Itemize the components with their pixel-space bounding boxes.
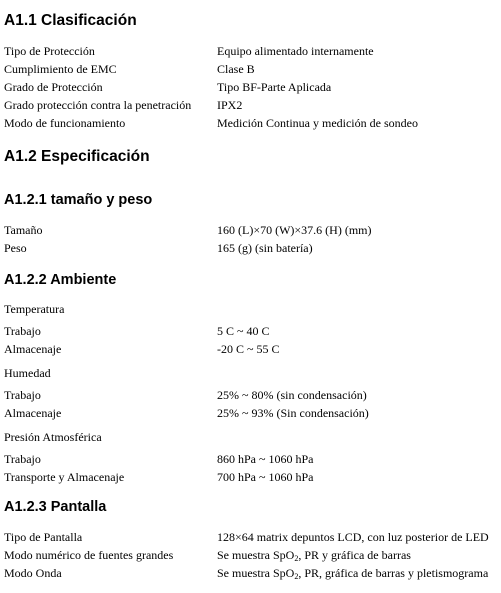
section-heading-a1-2-1: A1.2.1 tamaño y peso — [4, 192, 153, 208]
subheading-temperature: Temperatura — [4, 302, 65, 316]
spec-row-humidity-storage — [4, 404, 499, 422]
section-heading-a1-2-3: A1.2.3 Pantalla — [4, 499, 107, 515]
spec-row-operating-mode — [4, 114, 499, 132]
spec-value: Clase B — [217, 62, 255, 76]
spec-label: Peso — [4, 241, 27, 255]
spec-value — [217, 564, 488, 582]
spec-value: Tipo BF-Parte Aplicada — [217, 80, 332, 94]
spec-label: Tamaño — [4, 223, 43, 237]
section-heading-a1-2-2: A1.2.2 Ambiente — [4, 272, 117, 288]
spec-label: Cumplimiento de EMC — [4, 62, 117, 76]
spec-row-pressure-transport-storage — [4, 468, 499, 486]
spec-label: Trabajo — [4, 388, 41, 402]
spec-value: 165 (g) (sin batería) — [217, 241, 313, 255]
spec-value: 700 hPa ~ 1060 hPa — [217, 470, 314, 484]
spec-value: 25% ~ 93% (Sin condensación) — [217, 406, 369, 420]
spec-row-protection-type — [4, 42, 499, 60]
subheading-pressure: Presión Atmosférica — [4, 430, 102, 444]
spec-row-size — [4, 221, 499, 239]
spec-row-humidity-operating — [4, 386, 499, 404]
spec-row-wave-mode — [4, 564, 499, 582]
section-heading-a1-2: A1.2 Especificación — [4, 148, 150, 165]
spec-row-large-font-mode — [4, 546, 499, 564]
spec-label: Modo Onda — [4, 566, 62, 580]
spec-label: Modo de funcionamiento — [4, 116, 126, 130]
spec-row-pressure-operating — [4, 450, 499, 468]
spec-label: Almacenaje — [4, 406, 62, 420]
spec-value-prefix: Se muestra SpO — [217, 548, 295, 562]
spec-value-suffix: , PR, gráfica de barras y pletismograma — [298, 566, 489, 580]
spec-value: 860 hPa ~ 1060 hPa — [217, 452, 314, 466]
spec-label: Trabajo — [4, 452, 41, 466]
spec-row-temperature-storage — [4, 340, 499, 358]
spec-value-suffix: , PR y gráfica de barras — [298, 548, 411, 562]
spec-value-subscript: 2 — [294, 572, 299, 581]
spec-row-weight — [4, 239, 499, 257]
spec-label: Grado de Protección — [4, 80, 103, 94]
spec-value: Equipo alimentado internamente — [217, 44, 374, 58]
spec-label: Grado protección contra la penetración — [4, 98, 192, 112]
spec-row-display-type — [4, 528, 499, 546]
spec-label: Transporte y Almacenaje — [4, 470, 125, 484]
spec-value: -20 C ~ 55 C — [217, 342, 280, 356]
spec-value-subscript: 2 — [294, 554, 299, 563]
spec-value: 5 C ~ 40 C — [217, 324, 270, 338]
spec-label: Trabajo — [4, 324, 41, 338]
subheading-humidity: Humedad — [4, 366, 51, 380]
spec-value: 128×64 matrix depuntos LCD, con luz posterior de LED — [217, 530, 489, 544]
spec-value: Medición Continua y medición de sondeo — [217, 116, 418, 130]
spec-row-emc — [4, 60, 499, 78]
spec-value — [217, 546, 411, 564]
spec-row-ingress-protection — [4, 96, 499, 114]
spec-value-prefix: Se muestra SpO — [217, 566, 295, 580]
spec-label: Almacenaje — [4, 342, 62, 356]
spec-value: IPX2 — [217, 98, 243, 112]
spec-label: Modo numérico de fuentes grandes — [4, 548, 174, 562]
section-heading-a1-1: A1.1 Clasificación — [4, 12, 137, 29]
spec-value: 160 (L)×70 (W)×37.6 (H) (mm) — [217, 223, 372, 237]
spec-value: 25% ~ 80% (sin condensación) — [217, 388, 367, 402]
spec-row-protection-degree — [4, 78, 499, 96]
spec-label: Tipo de Pantalla — [4, 530, 83, 544]
spec-row-temperature-operating — [4, 322, 499, 340]
spec-label: Tipo de Protección — [4, 44, 95, 58]
